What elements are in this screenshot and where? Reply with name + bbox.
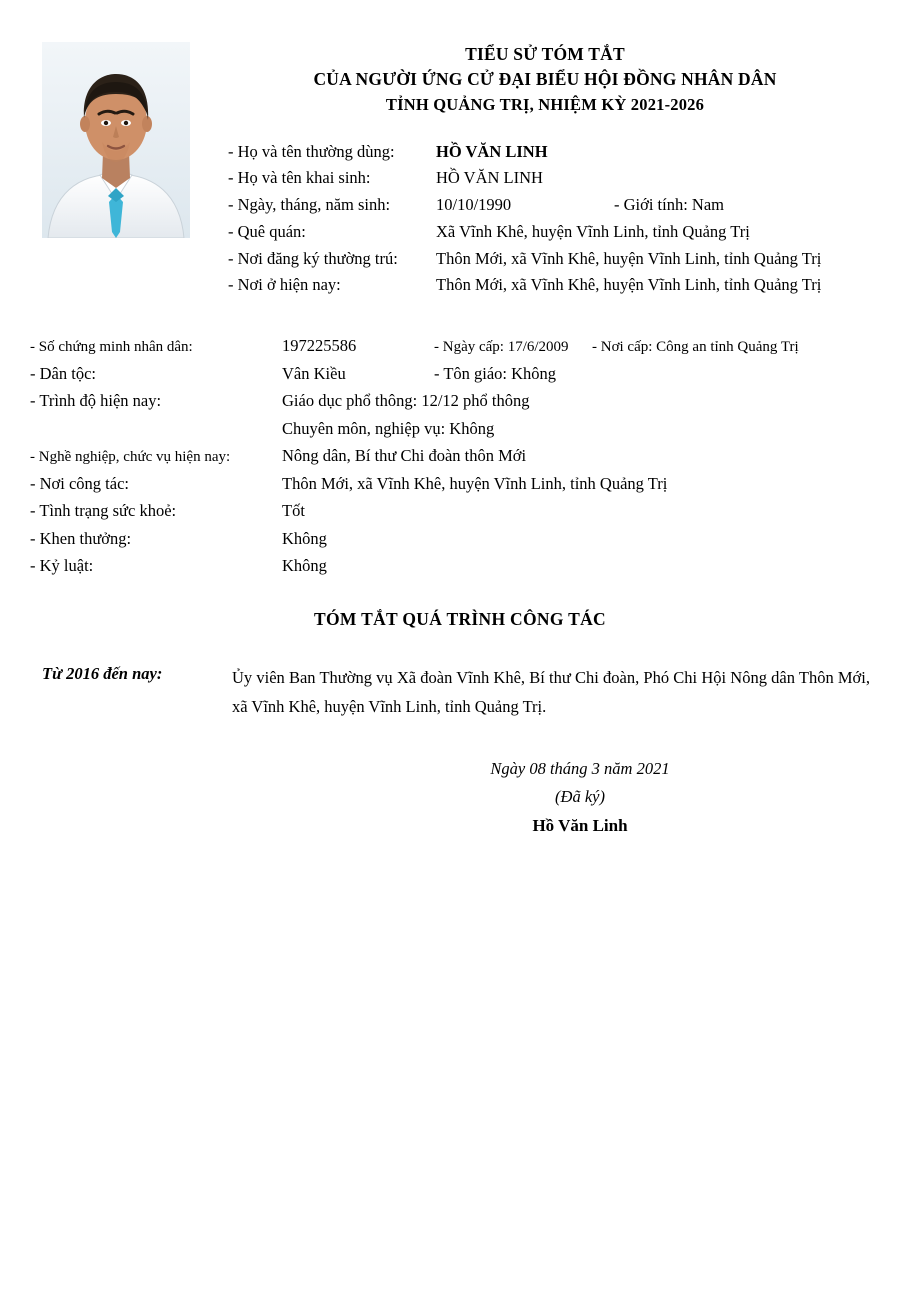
field-label: - Họ và tên thường dùng:: [228, 141, 395, 161]
career-period: Từ 2016 đến nay:: [42, 664, 163, 684]
field-label: - Khen thưởng:: [30, 528, 132, 548]
field-row: [30, 525, 920, 552]
field-value: Giáo dục phổ thông: 12/12 phổ thông: [282, 391, 530, 411]
field-label: - Nơi ở hiện nay:: [228, 275, 341, 295]
field-value: 197225586: [282, 336, 357, 355]
field-value: HỒ VĂN LINH: [436, 168, 543, 188]
field-label: - Ngày, tháng, năm sinh:: [228, 195, 391, 215]
field-value: Vân Kiều: [282, 363, 346, 383]
field-extra: - Ngày cấp: 17/6/2009: [434, 339, 569, 355]
field-label: - Nơi đăng ký thường trú:: [228, 248, 398, 268]
field-label: - Nơi công tác:: [30, 473, 129, 493]
career-block: [42, 664, 920, 721]
field-label: - Dân tộc:: [30, 363, 96, 383]
signature-block: [0, 755, 920, 842]
field-extra: - Tôn giáo: Không: [434, 363, 557, 383]
field-label: - Nghề nghiệp, chức vụ hiện nay:: [30, 449, 231, 466]
field-row: [228, 246, 920, 273]
title-line-1: TIỂU SỬ TÓM TẮT: [465, 44, 625, 64]
field-value: Thôn Mới, xã Vĩnh Khê, huyện Vĩnh Linh, tỉnh Quảng Trị: [436, 275, 822, 295]
identity-fields-full-2: [30, 442, 920, 579]
identity-fields-indented: [228, 139, 920, 299]
field-label: - Kỷ luật:: [30, 556, 94, 576]
field-row: [228, 219, 920, 246]
field-row: [30, 442, 920, 470]
field-value: Không: [282, 528, 327, 548]
field-label: - Họ và tên khai sinh:: [228, 168, 371, 188]
title-line-2: CỦA NGƯỜI ỨNG CỬ ĐẠI BIỂU HỘI ĐỒNG NHÂN DÂN: [313, 69, 777, 90]
field-row: [228, 272, 920, 299]
field-label: - Số chứng minh nhân dân:: [30, 339, 193, 355]
field-value: Thôn Mới, xã Vĩnh Khê, huyện Vĩnh Linh, tỉnh Quảng Trị: [282, 473, 668, 493]
document-titles: [210, 42, 920, 117]
education-second-line: Chuyên môn, nghiệp vụ: Không: [282, 418, 495, 438]
field-value: Nông dân, Bí thư Chi đoàn thôn Mới: [282, 446, 527, 466]
field-extra: - Giới tính: Nam: [614, 195, 725, 215]
signature-note: (Đã ký): [555, 787, 605, 807]
field-row: [30, 470, 920, 497]
field-row: [228, 139, 920, 166]
field-row: [228, 192, 920, 219]
career-section-title: TÓM TẮT QUÁ TRÌNH CÔNG TÁC: [314, 609, 606, 630]
field-label: - Trình độ hiện nay:: [30, 391, 162, 411]
field-label: - Tình trạng sức khoẻ:: [30, 501, 177, 521]
field-row: [30, 332, 920, 360]
signature-name: Hồ Văn Linh: [532, 816, 628, 836]
field-extra-2: - Nơi cấp: Công an tỉnh Quảng Trị: [592, 339, 799, 355]
field-row: [30, 552, 920, 579]
field-value: Thôn Mới, xã Vĩnh Khê, huyện Vĩnh Linh, tỉnh Quảng Trị: [436, 248, 822, 268]
title-line-3: TỈNH QUẢNG TRỊ, NHIỆM KỲ 2021-2026: [385, 94, 705, 114]
signature-date: Ngày 08 tháng 3 năm 2021: [490, 759, 670, 779]
field-row: [30, 387, 920, 414]
document-header: [0, 0, 920, 332]
field-value: Không: [282, 556, 327, 576]
identity-fields-full: [30, 332, 920, 415]
field-value: Tốt: [282, 501, 305, 521]
field-row: [228, 165, 920, 192]
field-row: [30, 360, 920, 387]
field-value: HỒ VĂN LINH: [436, 141, 548, 161]
field-row: [30, 497, 920, 524]
field-value: Xã Vĩnh Khê, huyện Vĩnh Linh, tỉnh Quảng Trị: [436, 221, 750, 241]
field-value: 10/10/1990: [436, 195, 512, 215]
candidate-photo: [42, 42, 190, 238]
field-label: - Quê quán:: [228, 221, 306, 241]
career-description: Ủy viên Ban Thường vụ Xã đoàn Vĩnh Khê, Bí thư Chi đoàn, Phó Chi Hội Nông dân Thôn Mới, xã Vĩnh Khê, huyện Vĩnh Linh, tỉnh Quảng Trị.: [232, 668, 870, 716]
